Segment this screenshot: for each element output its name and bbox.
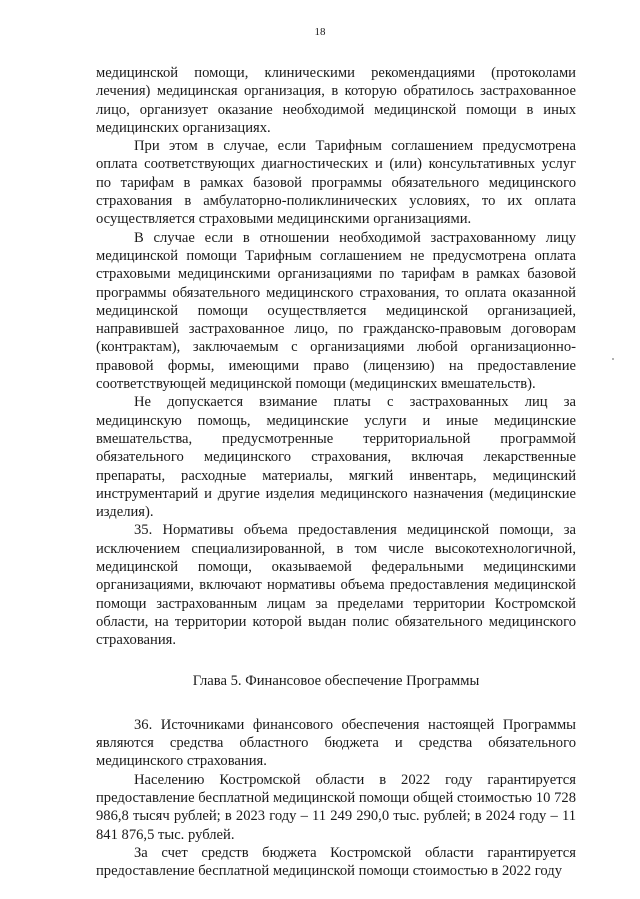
paragraph-diagnostic-payment: При этом в случае, если Тарифным соглашением предусмотрена оплата соответствующих диагностических и (или) консультативных услуг по тарифам в рамках базовой программы обязательного медицинского страхования в амбулаторно-поликлинических условиях, то их оплата осуществляется страховыми медицинскими организациями.: [96, 138, 576, 228]
paragraph-referral-payment: В случае если в отношении необходимой застрахованному лицу медицинской помощи Тарифным соглашением не предусмотрена оплата страховыми медицинскими организациями по тарифам в рамках базовой программы обязательного медицинского страхования, то оплата оказанной медицинской помощи осуществляется медицинской организацией, направившей застрахованное лицо, по гражданско-правовым договорам (контрактам), заключаемым с организациями любой организационно-правовой формы, имеющими право (лицензию) на предоставление соответствующей медицинской помощи (медицинских вмешательств).: [96, 229, 576, 393]
document-body: [96, 64, 576, 880]
paragraph-item-36: 36. Источниками финансового обеспечения настоящей Программы являются средства областного бюджета и средства обязательного медицинского страхования.: [96, 716, 576, 770]
paragraph-no-fees: Не допускается взимание платы с застрахованных лиц за медицинскую помощь, медицинские услуги и иные медицинские вмешательства, предусмотренные территориальной программой обязательного медицинского страхования, включая лекарственные препараты, расходные материалы, мягкий инвентарь, медицинский инструментарий и другие изделия медицинского назначения (медицинские изделия).: [96, 394, 576, 521]
paragraph-total-cost: Населению Костромской области в 2022 году гарантируется предоставление бесплатной медицинской помощи общей стоимостью 10 728 986,8 тысяч рублей; в 2023 году – 11 249 290,0 тыс. рублей; в 2024 году – 11 841 876,5 тыс. рублей.: [96, 771, 576, 843]
chapter-heading: Глава 5. Финансовое обеспечение Программы: [192, 672, 480, 689]
scan-speck: [612, 358, 614, 360]
paragraph-item-35: 35. Нормативы объема предоставления медицинской помощи, за исключением специализированной, в том числе высокотехнологичной, медицинской помощи, оказываемой федеральными медицинскими организациями, включают нормативы объема предоставления медицинской помощи застрахованным лицам за пределами территории Костромской области, на территории которой выдан полис обязательного медицинского страхования.: [96, 522, 576, 649]
page-number: 18: [314, 26, 326, 38]
paragraph-continuation: медицинской помощи, клиническими рекомендациями (протоколами лечения) медицинская организация, в которую обратилось застрахованное лицо, организует оказание необходимой медицинской помощи в иных медицинских организациях.: [96, 65, 576, 136]
paragraph-regional-budget: За счет средств бюджета Костромской области гарантируется предоставление бесплатной медицинской помощи стоимостью в 2022 году: [96, 844, 576, 880]
